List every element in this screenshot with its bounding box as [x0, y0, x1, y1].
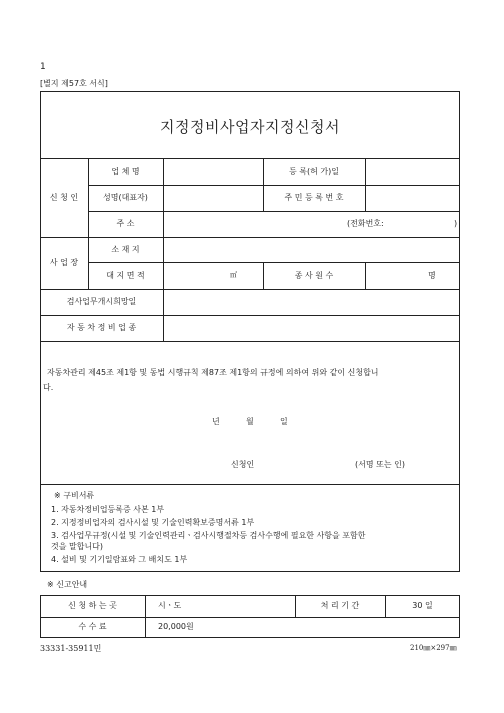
- form-title: 지정정비사업자지정신청서: [160, 118, 340, 136]
- inspection-start-label: 검사업무개시희망일: [66, 297, 137, 306]
- processing-period-label: 처 리 기 간: [320, 601, 360, 610]
- rule: [40, 484, 460, 485]
- repair-type-label: 자 동 차 정 비 업 종: [66, 323, 137, 332]
- statement-text-line1: 자동차관리 제45조 제1항 및 동법 시행규칙 제87조 제1항의 규정에 의하여 위와 같이 신청합니: [47, 368, 379, 377]
- document-item: 1. 자동차정비업등록증 사본 1부: [51, 505, 165, 514]
- repair-type-field[interactable]: [164, 316, 459, 340]
- inspection-start-field[interactable]: [164, 290, 459, 314]
- document-item: 3. 검사업무규정(시설 및 기술인력관리ㆍ검사시행절차등 검사수행에 필요한 사항을 포함한: [51, 531, 366, 540]
- business-section-label: 사 업 장: [49, 258, 79, 267]
- registration-date-label: 등 록(허 가)일: [289, 167, 339, 176]
- form-number-label: [별지 제57호 서식]: [40, 79, 108, 88]
- employee-count-field[interactable]: [366, 263, 459, 288]
- representative-name-field[interactable]: [164, 186, 262, 210]
- registration-date-field[interactable]: [366, 159, 459, 184]
- phone-label: (전화번호:: [347, 219, 384, 228]
- date-year-label: 년: [212, 417, 220, 426]
- date-month-label: 월: [246, 417, 254, 426]
- company-name-field[interactable]: [164, 159, 262, 184]
- resident-number-label: 주 민 등 록 번 호: [284, 193, 344, 202]
- site-area-field[interactable]: [164, 263, 262, 288]
- resident-number-field[interactable]: [366, 186, 459, 210]
- location-field[interactable]: [164, 238, 459, 261]
- address-field[interactable]: [164, 212, 459, 236]
- page-number: 1: [40, 62, 46, 72]
- date-day-label: 일: [280, 417, 288, 426]
- processing-period-value: 30 일: [412, 601, 433, 610]
- site-area-unit: ㎡: [230, 271, 237, 279]
- document-item: 4. 설비 및 기기일람표와 그 배치도 1부: [51, 555, 188, 564]
- signer-field[interactable]: [262, 455, 352, 471]
- company-name-label: 업 체 명: [111, 167, 140, 176]
- employee-count-label: 종 사 원 수: [294, 271, 334, 280]
- statement-text-line2: 다.: [43, 383, 54, 392]
- form-code: 33331-35911민: [40, 644, 102, 653]
- site-area-label: 대 지 면 적: [106, 271, 145, 280]
- guide-heading: ※ 신고안내: [47, 580, 88, 589]
- representative-name-label: 성명(대표자): [103, 193, 148, 202]
- document-item: 것을 말합니다): [51, 542, 104, 551]
- rule: [263, 158, 264, 211]
- office-label: 신 청 하 는 곳: [68, 601, 117, 610]
- rule: [145, 595, 146, 638]
- paper-size: 210㎜×297㎜: [410, 644, 457, 652]
- signer-label: 신청인: [231, 460, 255, 469]
- rule: [40, 341, 460, 342]
- document-item: 2. 지정정비업자의 검사시설 및 기술인력확보증명서류 1부: [51, 518, 255, 527]
- signature-label: (서명 또는 인): [355, 460, 405, 469]
- employee-count-unit: 명: [428, 271, 436, 280]
- office-value: 시ㆍ도: [158, 601, 182, 610]
- applicant-section-label: 신 청 인: [49, 193, 79, 202]
- fee-label: 수 수 료: [78, 622, 107, 631]
- fee-value: 20,000원: [158, 622, 194, 631]
- phone-close-paren: ): [454, 219, 458, 228]
- documents-heading: ※ 구비서류: [54, 491, 95, 500]
- rule: [40, 617, 460, 618]
- address-label: 주 소: [116, 219, 135, 228]
- location-label: 소 재 지: [111, 245, 140, 254]
